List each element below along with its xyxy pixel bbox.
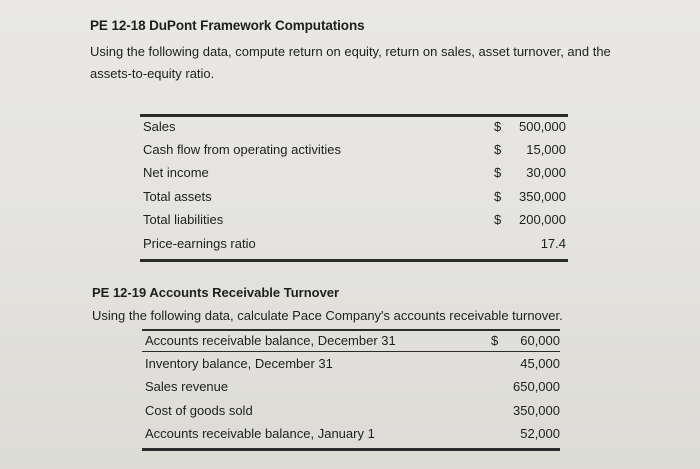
pe1219-title: PE 12-19 Accounts Receivable Turnover — [92, 285, 340, 300]
pe1218-bottom-rule — [140, 259, 568, 262]
row-amount: 45,000 — [520, 356, 560, 371]
table-row — [145, 423, 560, 445]
pe1219-description: Using the following data, calculate Pace Company's accounts receivable turnover. — [92, 308, 563, 323]
table-row — [143, 162, 568, 184]
row-label: Sales — [143, 119, 176, 134]
table-row — [143, 233, 568, 255]
currency-symbol: $ — [494, 165, 502, 180]
currency-symbol: $ — [494, 212, 502, 227]
table-row — [143, 209, 568, 231]
currency-symbol: $ — [494, 189, 502, 204]
row-amount: 60,000 — [520, 333, 560, 348]
row-amount: 52,000 — [520, 426, 560, 441]
table-row — [145, 400, 560, 422]
row-amount: 350,000 — [519, 189, 566, 204]
row-label: Inventory balance, December 31 — [145, 356, 333, 371]
row-label: Total assets — [143, 189, 212, 204]
row-amount: 200,000 — [519, 212, 566, 227]
row-label: Net income — [143, 165, 209, 180]
row-label: Cash flow from operating activities — [143, 142, 341, 157]
row-amount: 30,000 — [526, 165, 566, 180]
pe1218-description: Using the following data, compute return on equity, return on sales, asset turnover, and the assets-to-equity ratio. — [90, 44, 611, 81]
row-label: Price-earnings ratio — [143, 236, 256, 251]
table-row — [145, 330, 560, 352]
pe1219-row-rule — [142, 351, 560, 352]
row-label: Accounts receivable balance, January 1 — [145, 426, 375, 441]
row-amount: 15,000 — [526, 142, 566, 157]
row-label: Accounts receivable balance, December 31 — [145, 333, 396, 348]
row-label: Total liabilities — [143, 212, 224, 227]
row-label: Cost of goods sold — [145, 403, 253, 418]
currency-symbol: $ — [491, 333, 499, 348]
table-row — [145, 376, 560, 398]
pe1218-title: PE 12-18 DuPont Framework Computations — [90, 18, 365, 33]
row-amount: 17.4 — [540, 236, 566, 251]
row-amount: 500,000 — [519, 119, 566, 134]
row-amount: 350,000 — [513, 403, 560, 418]
table-row — [143, 186, 568, 208]
row-label: Sales revenue — [145, 379, 229, 394]
table-row — [143, 139, 568, 161]
currency-symbol: $ — [494, 142, 502, 157]
table-row — [143, 116, 568, 138]
currency-symbol: $ — [494, 119, 502, 134]
row-amount: 650,000 — [513, 379, 560, 394]
table-row — [145, 353, 560, 375]
pe1219-bottom-rule — [142, 448, 560, 451]
